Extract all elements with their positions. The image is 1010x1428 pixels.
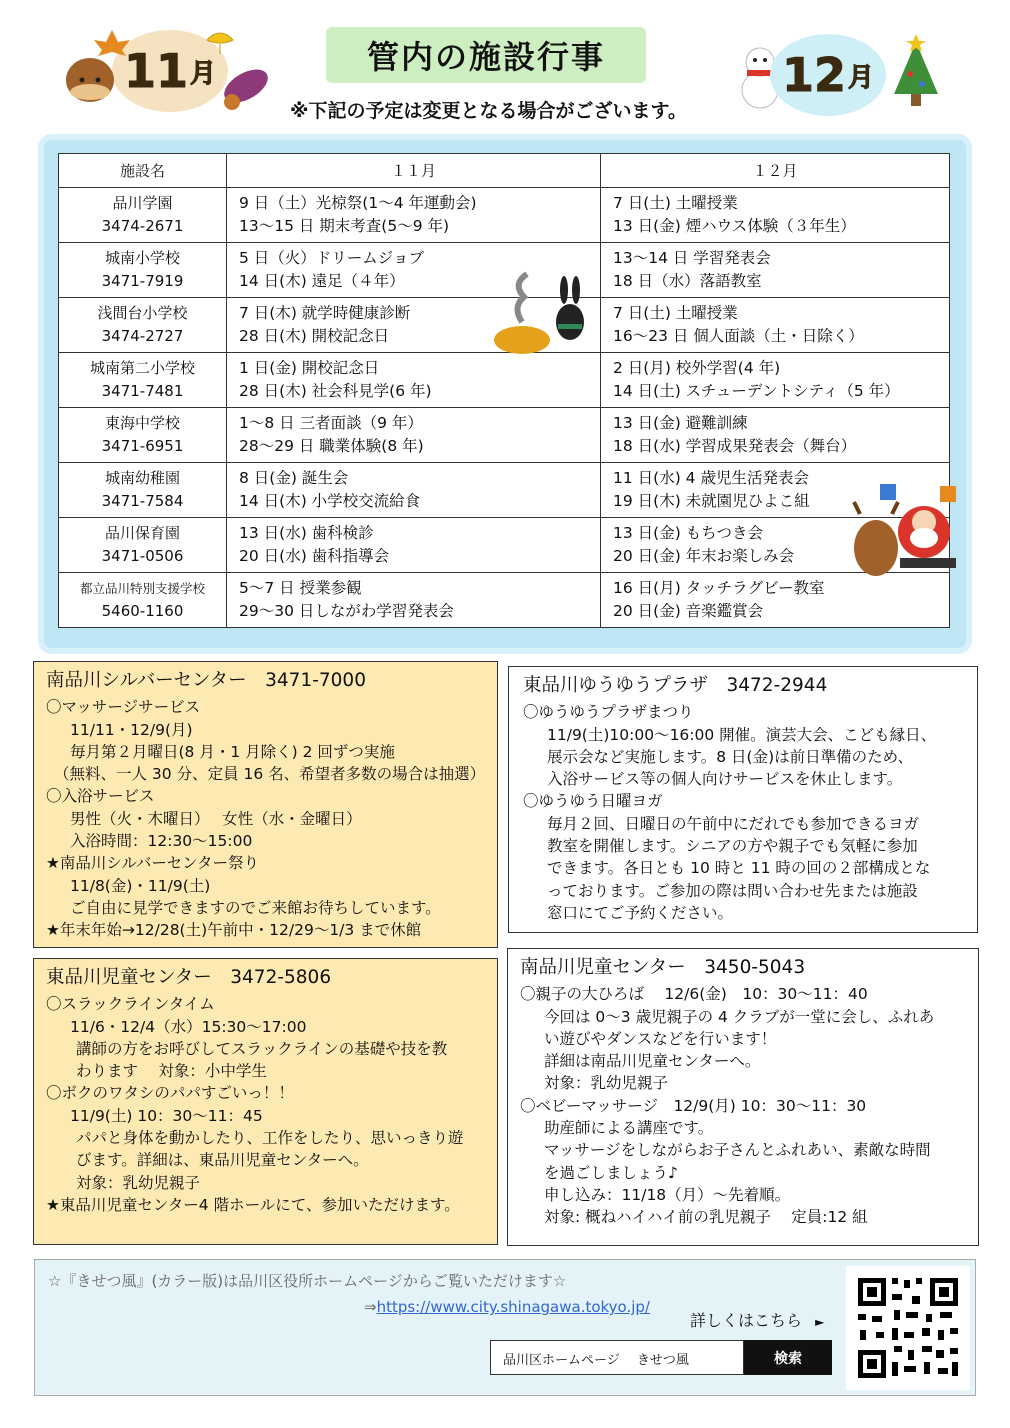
table-row <box>59 463 950 518</box>
text-line: 毎月第２月曜日(8 月・1 月除く) 2 回ずつ実施 <box>70 742 395 761</box>
event: 19 日(木) 未就園児ひよこ組 <box>613 492 810 510</box>
text-line: 男性（火・木曜日） 女性（水・金曜日） <box>70 809 362 828</box>
facility-phone: 5460-1160 <box>101 602 184 620</box>
event: 13 日(金) 避難訓練 <box>613 414 748 432</box>
facility-name: 都立品川特別支援学校 <box>79 581 205 596</box>
event: 8 日(金) 誕生会 <box>239 469 349 487</box>
search-input[interactable]: 品川区ホームページ きせつ風 <box>490 1340 744 1375</box>
table-header-row <box>59 154 950 188</box>
event: 2 日(月) 校外学習(4 年) <box>613 359 781 377</box>
section-heading: 〇マッサージサービス <box>46 698 201 717</box>
text-line: 対象：乳幼児親子 <box>544 1074 669 1093</box>
month-december-badge: 12 月 <box>770 34 886 116</box>
text-line: い遊びやダンスなどを行います！ <box>544 1029 777 1048</box>
header-december: １２月 <box>601 154 950 188</box>
table-row <box>59 518 950 573</box>
text-line: 11/8(金)・11/9(土) <box>70 876 211 895</box>
facility-name: 城南幼稚園 <box>104 469 180 487</box>
text-line: できます。各日とも 10 時と 11 時の回の２部構成とな <box>547 859 931 878</box>
text-line: 教室を開催します。シニアの方や親子でも気軽に参加 <box>547 837 918 856</box>
text-line: ★東品川児童センター4 階ホールにて、参加いただけます。 <box>46 1195 460 1214</box>
event: 14 日(土) スチューデントシティ（5 年） <box>613 382 900 400</box>
section-heading: 〇親子の大ひろば 12/6(金) 10：30～11：40 <box>520 985 868 1004</box>
more-info-label: 詳しくはこちら <box>690 1311 803 1330</box>
table-row <box>59 188 950 243</box>
facility-phone: 3471-7919 <box>101 272 184 290</box>
event: 28 日(木) 社会科見学(6 年) <box>239 382 432 400</box>
text-line: を過ごしましょう♪ <box>544 1163 678 1182</box>
event: 7 日(木) 就学時健康診断 <box>239 304 411 322</box>
sweet-potato-icon <box>218 58 274 114</box>
facility-phone: 3471-6951 <box>101 437 184 455</box>
text-line: （無料、一人 30 分、定員 16 名、希望者多数の場合は抽選） <box>54 765 486 784</box>
text-line: びます。詳細は、東品川児童センターへ。 <box>76 1151 369 1170</box>
event: 5 日（火）ドリームジョブ <box>239 249 424 267</box>
text-line: 11/9(土) 10：30～11：45 <box>70 1106 263 1125</box>
facility-phone: 3471-7481 <box>101 382 184 400</box>
text-line: パパと身体を動かしたり、工作をしたり、思いっきり遊 <box>76 1129 464 1148</box>
event: 18 日（水）落語教室 <box>613 272 762 290</box>
event: 16～23 日 個人面談（土・日除く） <box>613 327 864 345</box>
event: 13 日(水) 歯科検診 <box>239 524 374 542</box>
yuyu-plaza-box <box>508 666 978 933</box>
table-row <box>59 353 950 408</box>
event: 20 日(金) 年末お楽しみ会 <box>613 547 795 565</box>
text-line: 講師の方をお呼びしてスラックラインの基礎や技を教 <box>76 1039 448 1058</box>
table-row <box>59 573 950 628</box>
text-line: 入浴サービス等の個人向けサービスを休止します。 <box>547 770 903 789</box>
facility-name: 城南小学校 <box>104 249 180 267</box>
section-heading: 〇スラックラインタイム <box>46 995 215 1014</box>
facility-phone: 3474-2727 <box>101 327 184 345</box>
christmas-tree-icon <box>888 34 944 110</box>
table-row <box>59 408 950 463</box>
text-line: 11/11・12/9(月) <box>70 720 193 739</box>
event: 29～30 日しながわ学習発表会 <box>239 602 454 620</box>
facility-name: 東海中学校 <box>104 414 180 432</box>
search-button[interactable]: 検索 <box>744 1340 832 1375</box>
facility-phone: 3474-2671 <box>101 217 184 235</box>
event: 14 日(木) 小学校交流給食 <box>239 492 421 510</box>
facility-name: 城南第二小学校 <box>89 359 195 377</box>
homepage-link[interactable]: https://www.city.shinagawa.tokyo.jp/ <box>376 1298 650 1316</box>
text-line: 申し込み：11/18（月）～先着順。 <box>544 1185 791 1204</box>
text-line: 毎月２回、日曜日の午前中にだれでも参加できるヨガ <box>547 814 920 833</box>
facility-phone: 3471-0506 <box>101 547 184 565</box>
minami-children-center-box <box>507 948 979 1246</box>
text-line: 入浴時間：12:30～15:00 <box>70 832 253 851</box>
event: 28～29 日 職業体験(8 年) <box>239 437 424 455</box>
schedule-notice: ※下記の予定は変更となる場合がございます。 <box>290 100 687 122</box>
event: 16 日(月) タッチラグビー教室 <box>613 579 825 597</box>
section-heading: 〇ボクのワタシのパパすごいっ！！ <box>46 1084 294 1103</box>
event: 1 日(金) 開校記念日 <box>239 359 380 377</box>
silver-center-box <box>33 661 498 948</box>
footer-url-row <box>364 1298 650 1316</box>
facility-name: 浅間台小学校 <box>97 304 188 322</box>
santa-reindeer-illustration <box>846 474 964 586</box>
text-line: マッサージをしながらお子さんとふれあい、素敵な時間 <box>544 1141 931 1160</box>
text-line: 窓口にてご予約ください。 <box>547 903 734 922</box>
event: 9 日（土）光椋祭(1～4 年運動会) <box>239 194 477 212</box>
event: 7 日(土) 土曜授業 <box>613 194 738 212</box>
section-heading: 〇入浴サービス <box>46 787 155 806</box>
text-line: っております。ご参加の際は問い合わせ先または施設 <box>547 881 918 900</box>
event: 13～15 日 期末考査(5～9 年) <box>239 217 450 235</box>
event: 13～14 日 学習発表会 <box>613 249 771 267</box>
facility-name: 品川保育園 <box>104 524 180 542</box>
event: 13 日(金) もちつき会 <box>613 524 764 542</box>
minami-children-center-title: 南品川児童センター 3450-5043 <box>520 957 806 978</box>
silver-center-title: 南品川シルバーセンター 3471-7000 <box>46 670 366 691</box>
event: 5～7 日 授業参観 <box>239 579 362 597</box>
event: 28 日(木) 開校記念日 <box>239 327 390 345</box>
page-title: 管内の施設行事 <box>326 27 646 83</box>
header-november: １１月 <box>227 154 601 188</box>
qr-code-icon[interactable] <box>846 1266 970 1390</box>
text-line: 助産師による講座です。 <box>544 1119 714 1138</box>
event: 18 日(水) 学習成果発表会（舞台） <box>613 437 857 455</box>
facility-phone: 3471-7584 <box>101 492 184 510</box>
ginkgo-leaf-icon <box>205 30 235 55</box>
text-line: 11/9(土)10:00～16:00 開催。演芸大会、こども縁日、 <box>547 725 937 744</box>
text-line: ★年末年始→12/28(土)午前中・12/29～1/3 まで休館 <box>46 921 422 940</box>
more-info-link[interactable] <box>690 1308 824 1331</box>
facility-name: 品川学園 <box>112 194 173 212</box>
event: 20 日(金) 音楽鑑賞会 <box>613 602 764 620</box>
text-line: 対象: 概ねハイハイ前の乳児親子 定員:12 組 <box>544 1208 868 1227</box>
section-heading: ★南品川シルバーセンター祭り <box>46 854 259 873</box>
section-heading: 〇ゆうゆう日曜ヨガ <box>523 792 663 811</box>
text-line: 今回は 0～3 歳児親子の 4 クラブが一堂に会し、ふれあ <box>544 1007 935 1026</box>
footer-announcement: ☆『きせつ風』(カラー版)は品川区役所ホームページからご覧いただけます☆ <box>48 1272 567 1290</box>
text-line: 対象：乳幼児親子 <box>76 1173 201 1192</box>
event: 1～8 日 三者面談（9 年） <box>239 414 423 432</box>
event: 7 日(土) 土曜授業 <box>613 304 738 322</box>
event: 11 日(水) 4 歳児生活発表会 <box>613 469 809 487</box>
event: 20 日(水) 歯科指導会 <box>239 547 390 565</box>
month-november-badge: 11 月 <box>112 30 228 112</box>
triangle-right-icon: ► <box>815 1315 825 1329</box>
section-heading: 〇ゆうゆうプラザまつり <box>523 703 694 722</box>
text-line: ご自由に見学できますのでご来館お待ちしています。 <box>70 898 441 917</box>
text-line: 展示会など実施します。8 日(金)は前日準備のため、 <box>547 747 914 766</box>
higashi-children-center-title: 東品川児童センター 3472-5806 <box>46 967 332 988</box>
facility-schedule-table <box>58 153 950 628</box>
yuyu-plaza-title: 東品川ゆうゆうプラザ 3472-2944 <box>523 675 828 696</box>
event: 14 日(木) 遠足（４年） <box>239 272 405 290</box>
autumn-leaf-icon <box>92 28 132 58</box>
higashi-children-center-box <box>33 958 498 1245</box>
rabbit-bonfire-illustration <box>492 262 592 354</box>
arrow-icon: ⇒ <box>364 1298 377 1316</box>
text-line: 11/6・12/4（水）15:30～17:00 <box>70 1017 307 1036</box>
event: 13 日(金) 煙ハウス体験（３年生） <box>613 217 856 235</box>
header-facility: 施設名 <box>59 154 227 188</box>
text-line: 詳細は南品川児童センターへ。 <box>544 1052 761 1071</box>
section-heading: 〇ベビーマッサージ 12/9(月) 10：30～11：30 <box>520 1096 867 1115</box>
text-line: わります 対象：小中学生 <box>76 1062 267 1081</box>
